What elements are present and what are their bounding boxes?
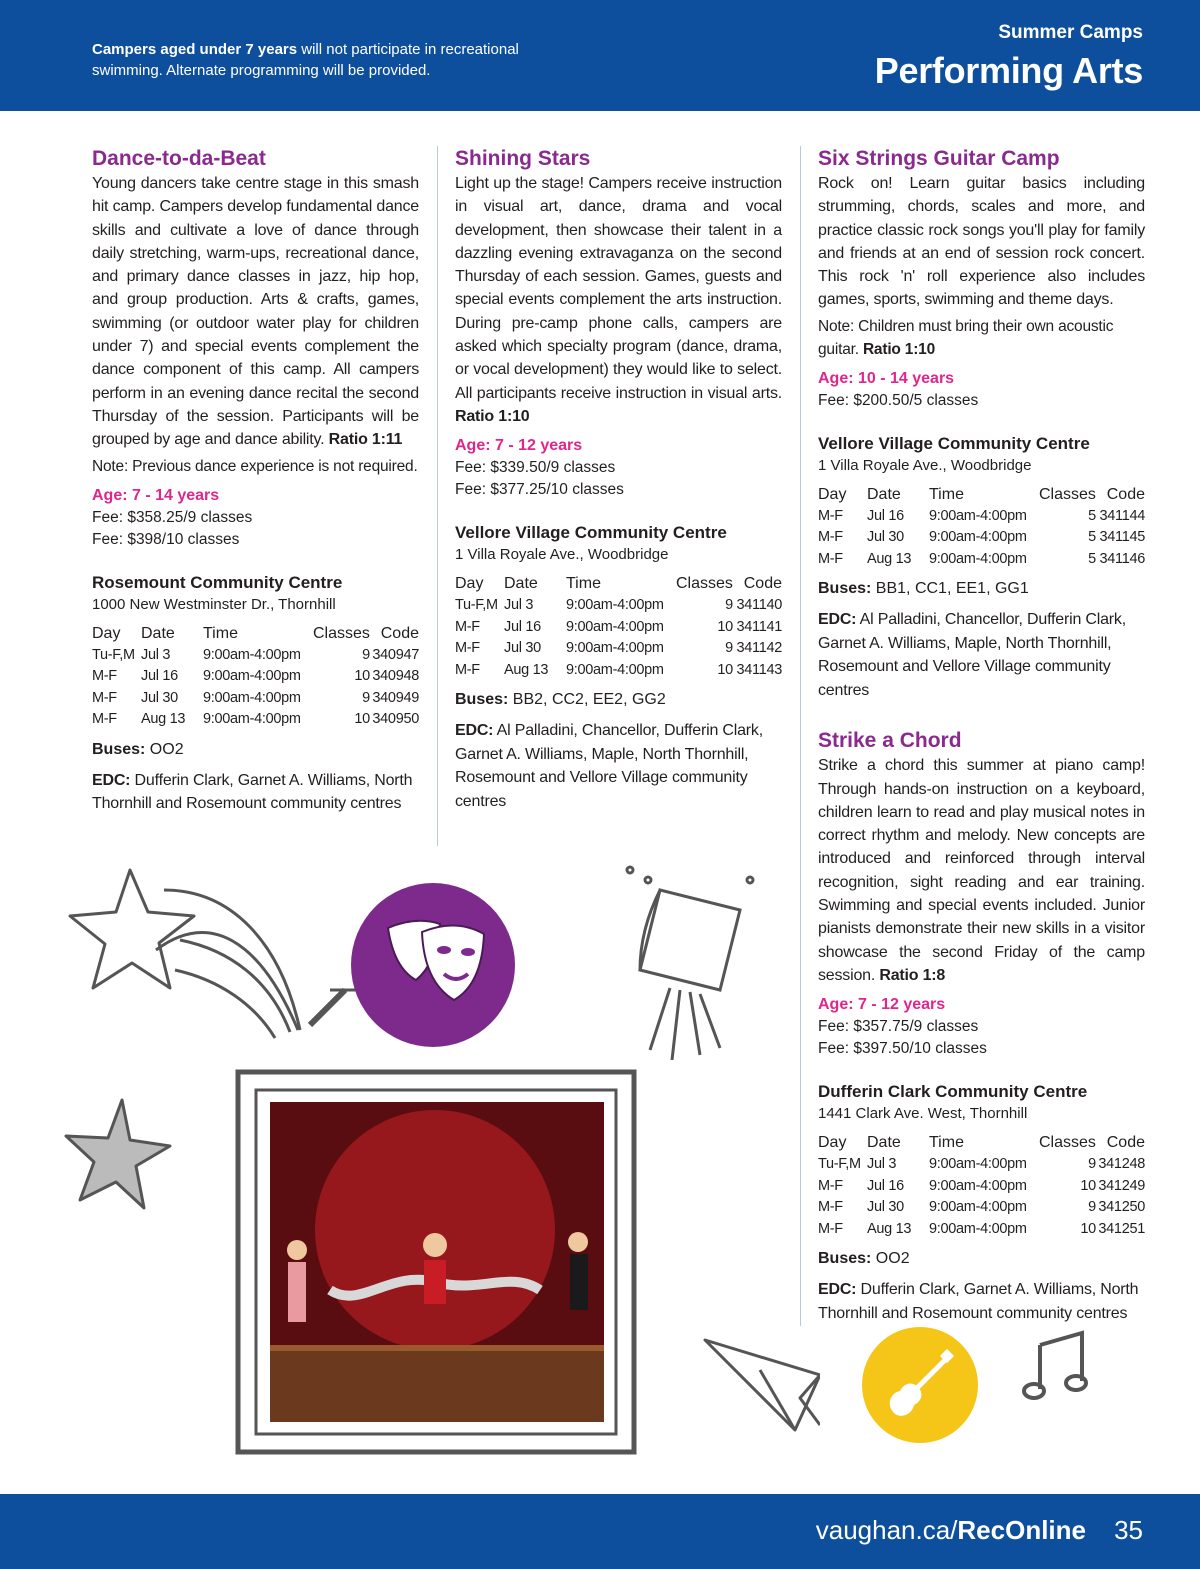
col-date: Date [504, 575, 538, 593]
col-classes: Classes [1039, 1134, 1096, 1152]
edc-label: EDC: [818, 1281, 857, 1299]
classes: 9 [1088, 1156, 1096, 1173]
schedule-table [818, 1132, 1145, 1240]
table-row [818, 1197, 1145, 1219]
table-row [818, 1154, 1145, 1176]
day: M-F [455, 661, 480, 678]
classes: 5 [1088, 550, 1096, 567]
buses [92, 739, 419, 761]
location-name: Rosemount Community Centre [92, 572, 343, 592]
day: M-F [818, 529, 843, 546]
date: Jul 3 [867, 1156, 897, 1173]
classes: 9 [725, 640, 733, 657]
col-code: Code [1106, 1134, 1145, 1152]
col-time: Time [929, 1134, 964, 1152]
day: M-F [92, 711, 117, 728]
date: Jul 3 [141, 646, 171, 663]
code: 341248 [1098, 1156, 1145, 1173]
buses [818, 1248, 1145, 1270]
time: 9:00am-4:00pm [203, 689, 301, 706]
schedule-table [455, 573, 782, 681]
paper-plane-icon [705, 1340, 820, 1430]
code: 341249 [1098, 1177, 1145, 1194]
fee: Fee: $397.50/10 classes [818, 1040, 987, 1058]
camp-description: Rock on! Learn guitar basics including strumming, chords, scales and more, and practice classic rock songs you'll play for family and friends at an end of session rock concert. This rock 'n' roll experience also includes games, sports, swimming and theme days. [818, 175, 1145, 309]
swim-notice [92, 39, 562, 81]
url-bold: RecOnline [957, 1515, 1086, 1545]
table-row [455, 595, 782, 617]
schedule-table [818, 484, 1145, 571]
camp-dance-to-da-beat [92, 146, 419, 816]
classes: 10 [354, 711, 370, 728]
code: 340948 [372, 668, 419, 685]
column-three [818, 146, 1145, 1325]
table-row [92, 709, 419, 731]
col-code: Code [1106, 485, 1145, 503]
col-classes: Classes [676, 575, 733, 593]
location-address: 1441 Clark Ave. West, Thornhill [818, 1105, 1028, 1123]
buses-value: OO2 [871, 1250, 910, 1268]
music-note-icon [1020, 1325, 1100, 1405]
table-row [455, 638, 782, 660]
date: Jul 16 [867, 507, 904, 524]
col-day: Day [818, 1134, 847, 1152]
ratio: Ratio 1:10 [455, 407, 530, 425]
column-divider [437, 146, 438, 846]
page-title: Performing Arts [874, 50, 1143, 91]
location-name: Dufferin Clark Community Centre [818, 1082, 1088, 1102]
theatre-masks-icon [351, 883, 515, 1047]
date: Aug 13 [867, 1220, 912, 1237]
classes: 5 [1088, 507, 1096, 524]
edc [818, 1278, 1145, 1325]
buses-value: BB2, CC2, EE2, GG2 [508, 691, 666, 709]
location-address: 1 Villa Royale Ave., Woodbridge [818, 456, 1032, 474]
col-time: Time [566, 575, 601, 593]
description-text: Young dancers take centre stage in this smash hit camp. Campers develop fundamental dance skills and cultivate a love of dance through daily stretching, warm-ups, recreational dance, and primary dance classes in jazz, hip hop, and group production. Arts & crafts, games, swimming (or outdoor water play for children under 7) and special events complement the dance component of this camp. All campers perform in an evening dance recital the second Thursday of the session. Participants will be grouped by age and dance ability. [92, 175, 419, 449]
note-text: : Previous dance experience is not required. [123, 457, 418, 475]
url-prefix: vaughan.ca/ [815, 1515, 958, 1545]
code: 341251 [1098, 1220, 1145, 1237]
buses-label: Buses: [818, 1250, 872, 1268]
classes: 9 [362, 646, 370, 663]
classes: 10 [1080, 1220, 1096, 1237]
table-row [818, 506, 1145, 528]
day: M-F [92, 668, 117, 685]
fee: Fee: $339.50/9 classes [455, 459, 616, 477]
performing-arts-illustration [60, 850, 820, 1490]
edc-label: EDC: [818, 611, 857, 629]
age-range: Age: 7 - 14 years [92, 486, 220, 504]
col-classes: Classes [1039, 485, 1096, 503]
camp-strike-a-chord [818, 728, 1145, 1325]
fee: Fee: $358.25/9 classes [92, 508, 253, 526]
date: Aug 13 [504, 661, 549, 678]
code: 341140 [736, 597, 782, 614]
camp-title: Strike a Chord [818, 729, 962, 753]
notice-text: will not participate in recreational swimming. Alternate programming will be provided. [92, 41, 519, 79]
table-row [818, 549, 1145, 571]
date: Aug 13 [141, 711, 186, 728]
table-header-row [818, 484, 1145, 506]
code: 341144 [1099, 507, 1145, 524]
table-row [455, 617, 782, 639]
col-code: Code [380, 624, 419, 642]
col-date: Date [141, 624, 175, 642]
day: M-F [818, 550, 843, 567]
buses-value: BB1, CC1, EE1, GG1 [871, 580, 1029, 598]
col-day: Day [92, 624, 121, 642]
striped-star-icon [66, 1100, 170, 1208]
location-address: 1000 New Westminster Dr., Thornhill [92, 595, 336, 613]
camp-note [92, 455, 419, 478]
ratio: Ratio 1:11 [328, 431, 403, 449]
description-text: Strike a chord this summer at piano camp! Through hands-on instruction on a keyboard, children learn to read and play musical notes in correct rhythm and melody. New concepts are introduced and reinforced through interval recognition, sight reading and ear training. Swimming and special events included. Junior pianists demonstrate their new skills in a visitor showcase the second Friday of the camp session. [818, 757, 1145, 984]
age-range: Age: 10 - 14 years [818, 369, 955, 387]
table-row [92, 645, 419, 667]
buses [818, 578, 1145, 600]
fee: Fee: $357.75/9 classes [818, 1018, 979, 1036]
fee: Fee: $377.25/10 classes [455, 481, 624, 499]
date: Jul 30 [867, 1199, 904, 1216]
time: 9:00am-4:00pm [566, 597, 664, 614]
ratio: Ratio 1:8 [879, 966, 946, 984]
day: M-F [818, 507, 843, 524]
classes: 5 [1088, 529, 1096, 546]
classes: 9 [362, 689, 370, 706]
table-row [818, 1176, 1145, 1198]
edc-label: EDC: [92, 771, 131, 789]
col-time: Time [929, 485, 964, 503]
date: Jul 30 [867, 529, 904, 546]
col-date: Date [867, 485, 901, 503]
page-header [0, 0, 1200, 111]
edc-value: Dufferin Clark, Garnet A. Williams, North Thornhill and Rosemount community centres [92, 771, 413, 813]
classes: 10 [717, 618, 733, 635]
camp-title: Dance-to-da-Beat [92, 147, 266, 170]
code: 341146 [1099, 550, 1145, 567]
date: Jul 16 [504, 618, 541, 635]
buses [455, 689, 782, 711]
time: 9:00am-4:00pm [929, 1199, 1027, 1216]
location-address: 1 Villa Royale Ave., Woodbridge [455, 546, 669, 564]
camp-description [455, 172, 782, 428]
day: Tu-F,M [455, 597, 498, 614]
time: 9:00am-4:00pm [203, 668, 301, 685]
time: 9:00am-4:00pm [929, 1177, 1027, 1194]
buses-value: OO2 [145, 740, 184, 758]
col-time: Time [203, 624, 238, 642]
table-row [818, 527, 1145, 549]
footer-url[interactable] [816, 1515, 1086, 1546]
ratio: Ratio 1:10 [862, 340, 936, 358]
classes: 10 [1080, 1177, 1096, 1194]
code: 341250 [1098, 1199, 1145, 1216]
table-header-row [455, 573, 782, 595]
section-label: Summer Camps [998, 22, 1143, 43]
edc-value: Dufferin Clark, Garnet A. Williams, North Thornhill and Rosemount community centres [818, 1281, 1139, 1322]
edc [455, 719, 782, 813]
date: Jul 30 [504, 640, 541, 657]
buses-label: Buses: [455, 691, 509, 709]
time: 9:00am-4:00pm [566, 618, 664, 635]
code: 341145 [1099, 529, 1145, 546]
date: Jul 16 [141, 668, 178, 685]
table-row [92, 666, 419, 688]
date: Aug 13 [867, 550, 912, 567]
camp-title: Six Strings Guitar Camp [818, 147, 1060, 170]
age-range: Age: 7 - 12 years [818, 996, 946, 1014]
time: 9:00am-4:00pm [929, 550, 1027, 567]
day: Tu-F,M [92, 646, 135, 663]
fee: Fee: $200.50/5 classes [818, 391, 979, 409]
notice-bold: Campers aged under 7 years [92, 41, 298, 58]
edc [818, 608, 1145, 702]
note-text: : Children must bring their own acoustic guitar. [818, 317, 1114, 358]
table-header-row [92, 623, 419, 645]
spotlight-icon [627, 867, 753, 1060]
classes: 10 [354, 668, 370, 685]
date: Jul 16 [867, 1177, 904, 1194]
table-row [818, 1219, 1145, 1241]
description-text: Light up the stage! Campers receive instruction in visual art, dance, drama and vocal development, then showcase their talent in a dazzling evening extravaganza on the second Thursday of each session. Games, guests and special events complement the arts instruction. During pre-camp phone calls, campers are asked which specialty program (dance, drama, or vocal development) they would like to select. All participants receive instruction in visual arts. [455, 175, 782, 402]
camp-shining-stars [455, 146, 782, 813]
classes: 9 [1088, 1199, 1096, 1216]
time: 9:00am-4:00pm [566, 661, 664, 678]
classes: 9 [725, 597, 733, 614]
camp-title: Shining Stars [455, 147, 591, 170]
shooting-star-icon [70, 870, 300, 1038]
camp-note [818, 315, 1145, 361]
table-row [92, 688, 419, 710]
guitar-icon [860, 1325, 980, 1445]
date: Jul 3 [504, 597, 534, 614]
day: Tu-F,M [818, 1156, 861, 1173]
camp-description [92, 172, 419, 452]
edc [92, 769, 419, 816]
location-name: Vellore Village Community Centre [818, 433, 1090, 453]
col-date: Date [867, 1134, 901, 1152]
picture-frame [238, 1072, 634, 1452]
col-code: Code [743, 575, 782, 593]
camp-description [818, 754, 1145, 987]
time: 9:00am-4:00pm [929, 507, 1027, 524]
col-day: Day [455, 575, 484, 593]
camp-six-strings-guitar [818, 146, 1145, 702]
day: M-F [818, 1199, 843, 1216]
classes: 10 [717, 661, 733, 678]
time: 9:00am-4:00pm [929, 1220, 1027, 1237]
age-range: Age: 7 - 12 years [455, 437, 583, 455]
col-day: Day [818, 485, 847, 503]
page-footer [0, 1494, 1200, 1569]
date: Jul 30 [141, 689, 178, 706]
edc-label: EDC: [455, 722, 494, 740]
buses-label: Buses: [92, 740, 146, 758]
time: 9:00am-4:00pm [929, 529, 1027, 546]
edc-value: Al Palladini, Chancellor, Dufferin Clark, Garnet A. Williams, Maple, North Thornhill, Rosemount and Vellore Village community centres [455, 722, 763, 810]
edc-value: Al Palladini, Chancellor, Dufferin Clark, Garnet A. Williams, Maple, North Thornhill, Rosemount and Vellore Village community centres [818, 611, 1126, 699]
page-number: 35 [1114, 1515, 1143, 1545]
table-row [455, 660, 782, 682]
time: 9:00am-4:00pm [203, 646, 301, 663]
day: M-F [818, 1177, 843, 1194]
code: 340950 [372, 711, 419, 728]
code: 341142 [736, 640, 782, 657]
buses-label: Buses: [818, 580, 872, 598]
fee: Fee: $398/10 classes [92, 530, 240, 548]
code: 341143 [736, 661, 782, 678]
table-header-row [818, 1132, 1145, 1154]
day: M-F [455, 618, 480, 635]
note-label: Note [92, 457, 124, 475]
time: 9:00am-4:00pm [566, 640, 664, 657]
time: 9:00am-4:00pm [929, 1156, 1027, 1173]
time: 9:00am-4:00pm [203, 711, 301, 728]
code: 341141 [736, 618, 782, 635]
day: M-F [455, 640, 480, 657]
location-name: Vellore Village Community Centre [455, 523, 727, 543]
day: M-F [818, 1220, 843, 1237]
code: 340949 [372, 689, 419, 706]
day: M-F [92, 689, 117, 706]
col-classes: Classes [313, 624, 370, 642]
code: 340947 [372, 646, 419, 663]
note-label: Note [818, 317, 850, 335]
schedule-table [92, 623, 419, 731]
